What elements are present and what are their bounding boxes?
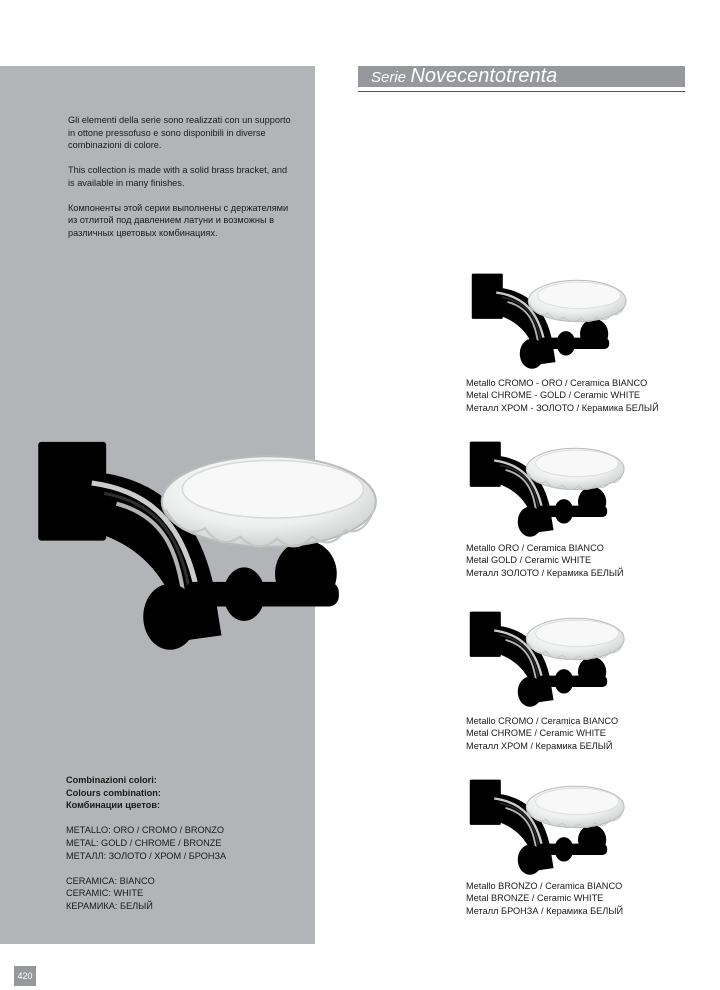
combo-metal-en: METAL: GOLD / CHROME / BRONZE (66, 837, 222, 848)
combo-metal-ru: МЕТАЛЛ: ЗОЛОТО / ХРОМ / БРОНЗА (66, 850, 227, 861)
caption-ru: Металл БРОНЗА / Керамика БЕЛЫЙ (466, 905, 624, 916)
hero-soap-dish-image (30, 428, 380, 678)
header-underline (358, 91, 685, 92)
caption-en: Metal GOLD / Ceramic WHITE (466, 555, 592, 566)
combo-metal-it: METALLO: ORO / CROMO / BRONZO (66, 825, 225, 836)
product-caption-chrome (466, 715, 706, 752)
product-chrome-image (466, 606, 626, 719)
combo-ceramic-en: CERAMIC: WHITE (66, 888, 144, 899)
caption-it: Metallo CROMO - ORO / Ceramica BIANCO (466, 378, 648, 388)
combo-title-it: Combinazioni colori: (66, 775, 157, 785)
colour-combinations (66, 774, 306, 913)
caption-it: Metallo BRONZO / Ceramica BIANCO (466, 881, 623, 891)
intro-italian: Gli elementi della serie sono realizzati con un supporto in ottone pressofuso e sono disponibili in diverse combinazioni di colore. (68, 115, 291, 151)
product-caption-bronze (466, 880, 706, 917)
caption-ru: Металл ЗОЛОТО / Керамика БЕЛЫЙ (466, 567, 624, 578)
caption-ru: Металл ХРОМ / Керамика БЕЛЫЙ (466, 740, 613, 751)
product-caption-chrome-gold (466, 377, 706, 414)
caption-en: Metal CHROME / Ceramic WHITE (466, 728, 606, 739)
combo-ceramic-it: CERAMICA: BIANCO (66, 875, 155, 886)
product-chrome-gold-image (468, 268, 628, 381)
product-bronze-image (466, 774, 626, 887)
caption-it: Metallo ORO / Ceramica BIANCO (466, 543, 604, 553)
title-serie: Serie (371, 69, 407, 86)
caption-en: Metal BRONZE / Ceramic WHITE (466, 893, 604, 904)
page-number: 420 (14, 966, 36, 986)
caption-ru: Металл ХРОМ - ЗОЛОТО / Керамика БЕЛЫЙ (466, 402, 659, 413)
combo-title-ru: Комбинации цветов: (66, 800, 161, 811)
page-title (371, 64, 557, 90)
combo-title-en: Colours combination: (66, 787, 161, 798)
product-gold-image (466, 436, 626, 549)
intro-russian: Компоненты этой серии выполнены с держателями из отлитой под давлением латуни и возможны в различных цветовых комбинациях. (68, 202, 289, 238)
caption-en: Metal CHROME - GOLD / Ceramic WHITE (466, 390, 641, 401)
combo-ceramic-ru: КЕРАМИКА: БЕЛЫЙ (66, 900, 153, 911)
product-caption-gold (466, 542, 706, 579)
intro-text (68, 114, 293, 252)
title-name: Novecentotrenta (410, 65, 558, 87)
caption-it: Metallo CROMO / Ceramica BIANCO (466, 716, 619, 726)
intro-english: This collection is made with a solid brass bracket, and is available in many finishes. (68, 165, 288, 188)
